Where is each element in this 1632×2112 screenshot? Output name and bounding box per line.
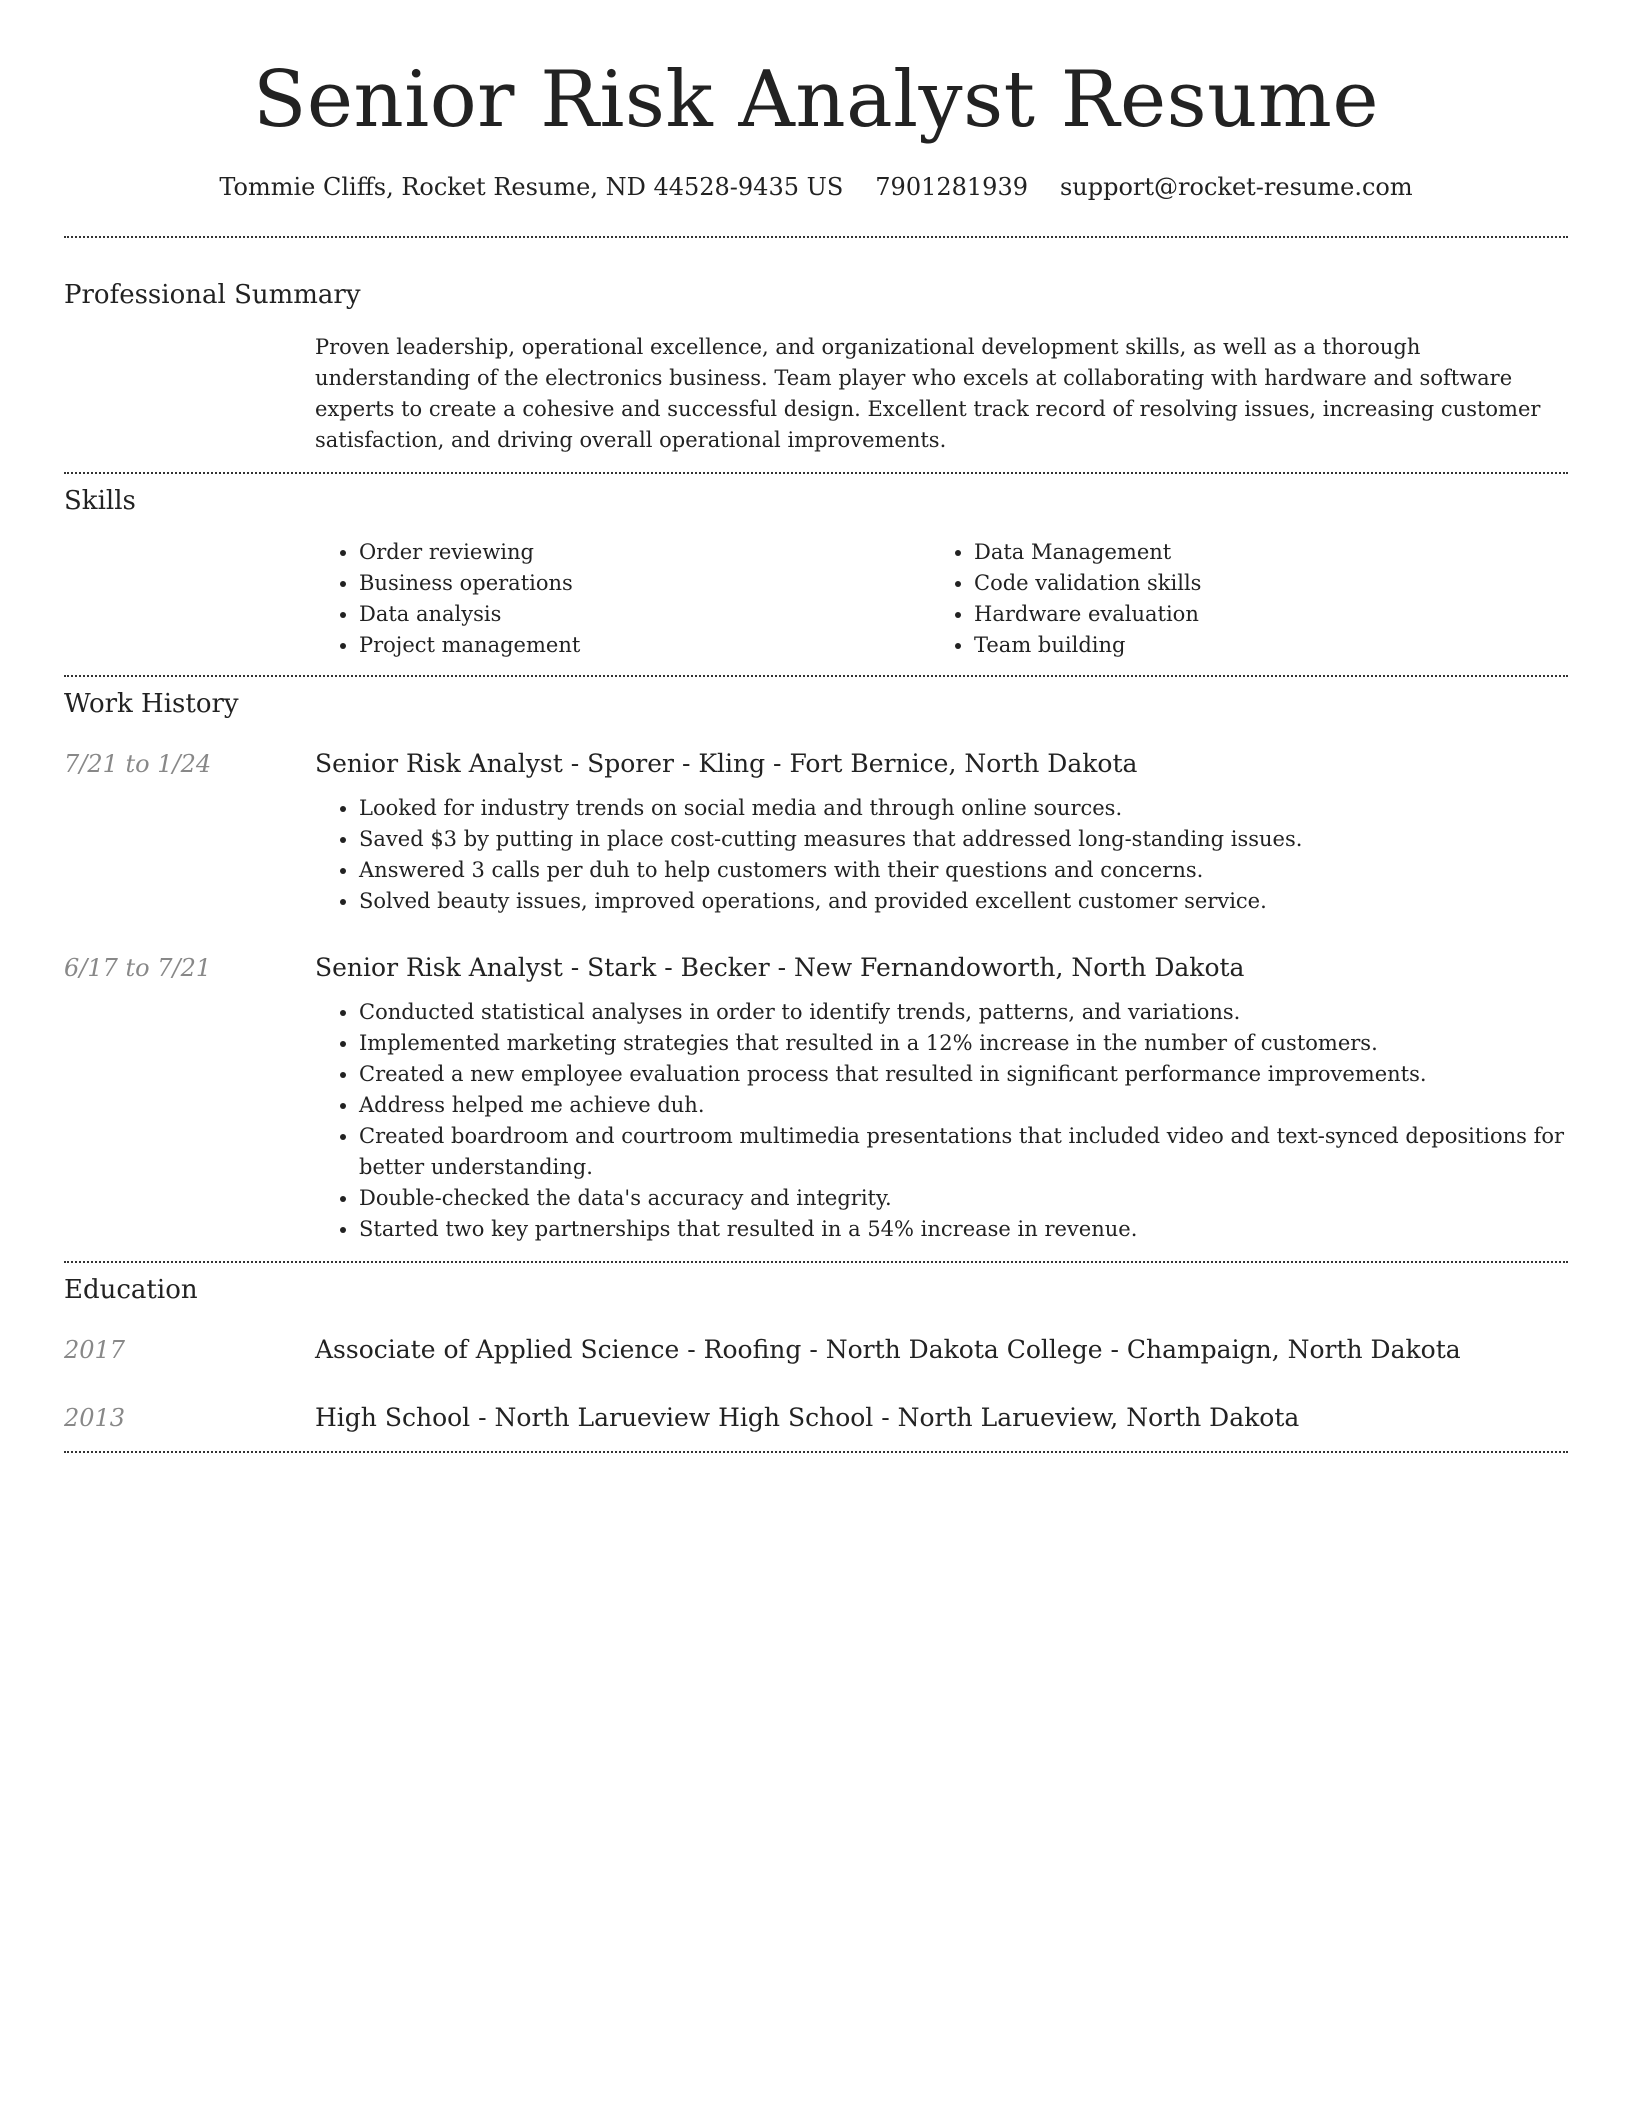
education-heading-line	[315, 1401, 1299, 1435]
job-role: Senior Risk Analyst	[315, 953, 563, 982]
job-dates: 7/21 to 1/24	[64, 750, 212, 778]
skills-section	[64, 474, 1568, 675]
education-heading-line	[315, 1333, 1461, 1367]
skill-item: • Hardware evaluation	[974, 599, 1568, 630]
contact-info	[64, 170, 1568, 204]
work-history-section	[64, 677, 1568, 1261]
summary-heading: Professional Summary	[64, 280, 361, 310]
contact-address: Tommie Cliffs, Rocket Resume, ND 44528-9435 US	[219, 173, 844, 201]
education-entry	[64, 1333, 1568, 1367]
job-details: - Sporer - Kling - Fort Bernice, North Dakota	[562, 749, 1138, 778]
skill-item: • Project management	[359, 630, 930, 661]
job-bullet: • Started two key partnerships that resulted in a 54% increase in revenue.	[359, 1214, 1568, 1245]
job-entry	[64, 747, 1568, 917]
contact-phone: 7901281939	[875, 173, 1028, 201]
section-divider	[64, 1451, 1568, 1453]
education-entry	[64, 1401, 1568, 1435]
job-bullet: • Conducted statistical analyses in order to identify trends, patterns, and variations.	[359, 997, 1568, 1028]
skills-grid	[315, 537, 1568, 661]
education-section	[64, 1263, 1568, 1451]
skill-item: • Team building	[974, 630, 1568, 661]
job-details: - Stark - Becker - New Fernandoworth, North Dakota	[562, 953, 1245, 982]
contact-email: support@rocket-resume.com	[1059, 173, 1413, 201]
job-bullet: • Answered 3 calls per duh to help customers with their questions and concerns.	[359, 855, 1568, 886]
job-bullets	[315, 997, 1568, 1245]
education-degree: High School	[315, 1403, 471, 1432]
job-bullet: • Address helped me achieve duh.	[359, 1090, 1568, 1121]
skill-item: • Data analysis	[359, 599, 930, 630]
job-bullet: • Created boardroom and courtroom multimedia presentations that included video and text-synced depositions for better understanding.	[359, 1121, 1568, 1183]
work-history-heading: Work History	[64, 689, 239, 719]
education-details: - North Dakota College - Champaign, North Dakota	[801, 1335, 1461, 1364]
job-entry	[64, 951, 1568, 1245]
job-bullet: • Saved $3 by putting in place cost-cutting measures that addressed long-standing issues.	[359, 824, 1568, 855]
skills-list-right	[930, 537, 1568, 661]
job-heading	[315, 951, 1568, 985]
job-bullet: • Solved beauty issues, improved operations, and provided excellent customer service.	[359, 886, 1568, 917]
skill-item: • Business operations	[359, 568, 930, 599]
job-bullet: • Double-checked the data's accuracy and integrity.	[359, 1183, 1568, 1214]
education-year: 2013	[64, 1404, 126, 1432]
job-bullet: • Implemented marketing strategies that resulted in a 12% increase in the number of customers.	[359, 1028, 1568, 1059]
resume-title: Senior Risk Analyst Resume	[252, 55, 1380, 145]
education-degree: Associate of Applied Science - Roofing	[315, 1335, 802, 1364]
job-bullet: • Looked for industry trends on social media and through online sources.	[359, 793, 1568, 824]
skill-item: • Code validation skills	[974, 568, 1568, 599]
education-heading: Education	[64, 1275, 198, 1305]
summary-text: Proven leadership, operational excellence, and organizational development skills, as well as a thorough understanding of the electronics business. Team player who excels at collaborating with hardware and software experts to create a cohesive and successful design. Excellent track record of resolving issues, increasing customer satisfaction, and driving overall operational improvements.	[315, 335, 1541, 452]
job-dates: 6/17 to 7/21	[64, 954, 212, 982]
skill-item: • Data Management	[974, 537, 1568, 568]
job-role: Senior Risk Analyst	[315, 749, 563, 778]
skill-item: • Order reviewing	[359, 537, 930, 568]
education-year: 2017	[64, 1336, 126, 1364]
skills-list-left	[315, 537, 930, 661]
summary-section	[64, 238, 1568, 472]
skills-heading: Skills	[64, 486, 136, 516]
job-bullet: • Created a new employee evaluation process that resulted in significant performance improvements.	[359, 1059, 1568, 1090]
job-body	[315, 951, 1568, 1245]
job-bullets	[315, 793, 1568, 917]
education-details: - North Larueview High School - North Larueview, North Dakota	[470, 1403, 1300, 1432]
job-body	[315, 747, 1568, 917]
job-heading	[315, 747, 1568, 781]
